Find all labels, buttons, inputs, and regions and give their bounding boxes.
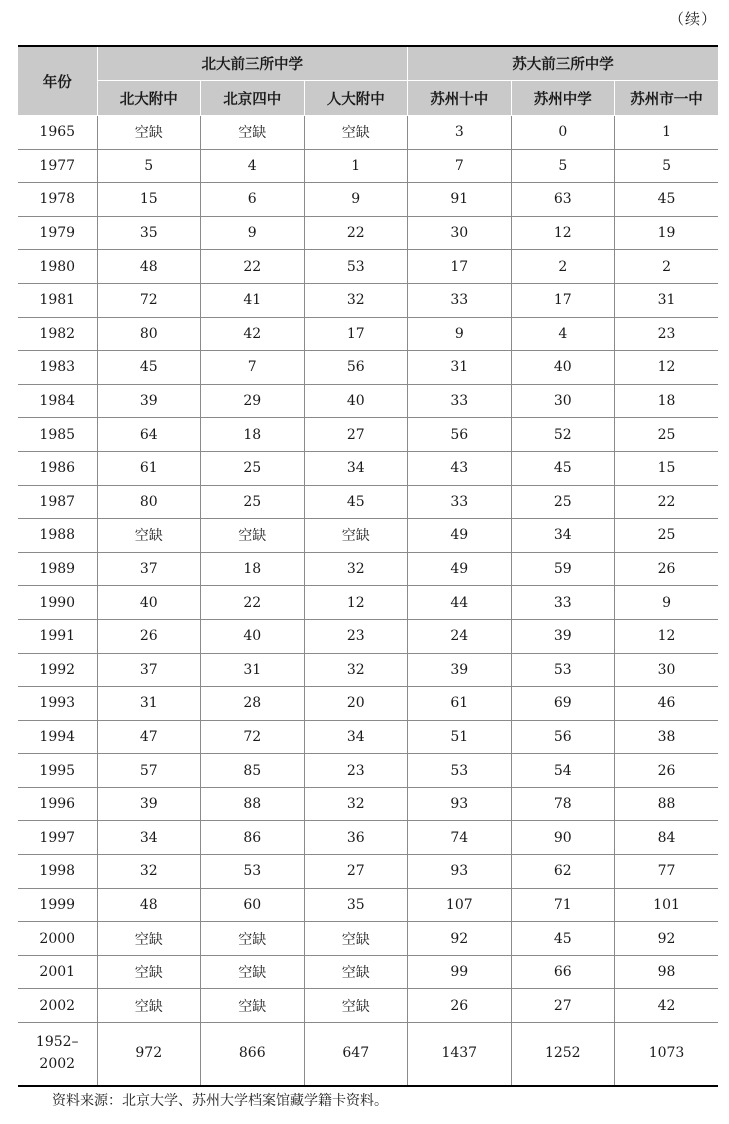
table-row [18, 989, 718, 1023]
value-cell: 2 [511, 250, 615, 284]
value-cell: 45 [97, 351, 201, 385]
value-cell: 15 [97, 183, 201, 217]
value-cell: 25 [511, 485, 615, 519]
value-cell: 52 [511, 418, 615, 452]
value-cell: 42 [615, 989, 719, 1023]
value-cell: 空缺 [97, 989, 201, 1023]
value-cell: 33 [408, 283, 512, 317]
value-cell: 45 [511, 922, 615, 956]
value-cell: 44 [408, 586, 512, 620]
year-cell: 1990 [18, 586, 97, 620]
year-cell: 1995 [18, 754, 97, 788]
table-row [18, 653, 718, 687]
value-cell: 84 [615, 821, 719, 855]
value-cell: 39 [97, 787, 201, 821]
school-header: 苏州市一中 [615, 81, 719, 116]
total-year-line2: 2002 [39, 1056, 76, 1073]
value-cell: 31 [615, 283, 719, 317]
value-cell: 35 [97, 216, 201, 250]
value-cell: 93 [408, 787, 512, 821]
value-cell: 80 [97, 485, 201, 519]
table-row [18, 384, 718, 418]
school-header: 北大附中 [97, 81, 201, 116]
value-cell: 12 [615, 619, 719, 653]
value-cell: 25 [201, 451, 305, 485]
value-cell: 2 [615, 250, 719, 284]
value-cell: 54 [511, 754, 615, 788]
year-cell: 1993 [18, 687, 97, 721]
total-cell: 972 [97, 1023, 201, 1087]
source-note: 资料来源：北京大学、苏州大学档案馆藏学籍卡资料。 [52, 1093, 388, 1109]
year-cell: 1986 [18, 451, 97, 485]
value-cell: 空缺 [201, 989, 305, 1023]
value-cell: 80 [97, 317, 201, 351]
value-cell: 空缺 [201, 922, 305, 956]
value-cell: 61 [408, 687, 512, 721]
value-cell: 53 [408, 754, 512, 788]
value-cell: 37 [97, 653, 201, 687]
year-cell: 1994 [18, 720, 97, 754]
table-row [18, 116, 718, 150]
year-cell: 1982 [18, 317, 97, 351]
table-row [18, 149, 718, 183]
table-row [18, 418, 718, 452]
value-cell: 32 [304, 653, 408, 687]
school-header: 北京四中 [201, 81, 305, 116]
value-cell: 34 [97, 821, 201, 855]
value-cell: 23 [304, 619, 408, 653]
year-cell: 1980 [18, 250, 97, 284]
table-row [18, 451, 718, 485]
value-cell: 43 [408, 451, 512, 485]
value-cell: 101 [615, 888, 719, 922]
continued-label: （续） [668, 10, 717, 28]
value-cell: 30 [511, 384, 615, 418]
value-cell: 空缺 [201, 116, 305, 150]
value-cell: 9 [615, 586, 719, 620]
value-cell: 26 [615, 552, 719, 586]
year-cell: 1981 [18, 283, 97, 317]
value-cell: 9 [408, 317, 512, 351]
year-cell: 2000 [18, 922, 97, 956]
year-cell: 1992 [18, 653, 97, 687]
value-cell: 1 [304, 149, 408, 183]
value-cell: 45 [511, 451, 615, 485]
table-row [18, 519, 718, 553]
table-row [18, 955, 718, 989]
value-cell: 18 [615, 384, 719, 418]
table-row [18, 821, 718, 855]
value-cell: 66 [511, 955, 615, 989]
value-cell: 46 [615, 687, 719, 721]
value-cell: 6 [201, 183, 305, 217]
year-cell: 1979 [18, 216, 97, 250]
value-cell: 20 [304, 687, 408, 721]
value-cell: 91 [408, 183, 512, 217]
value-cell: 72 [97, 283, 201, 317]
value-cell: 22 [615, 485, 719, 519]
value-cell: 31 [97, 687, 201, 721]
table-row [18, 183, 718, 217]
total-year-line1: 1952– [35, 1034, 79, 1051]
value-cell: 30 [408, 216, 512, 250]
value-cell: 69 [511, 687, 615, 721]
year-cell: 1998 [18, 855, 97, 889]
value-cell: 27 [304, 418, 408, 452]
value-cell: 74 [408, 821, 512, 855]
value-cell: 空缺 [97, 922, 201, 956]
value-cell: 18 [201, 552, 305, 586]
value-cell: 39 [511, 619, 615, 653]
year-column-header: 年份 [18, 46, 97, 116]
value-cell: 3 [408, 116, 512, 150]
value-cell: 33 [408, 485, 512, 519]
value-cell: 71 [511, 888, 615, 922]
value-cell: 56 [511, 720, 615, 754]
value-cell: 39 [97, 384, 201, 418]
enrollment-table [18, 45, 718, 1087]
beijing-group-header: 北大前三所中学 [97, 46, 408, 81]
suzhou-group-header: 苏大前三所中学 [408, 46, 719, 81]
value-cell: 24 [408, 619, 512, 653]
value-cell: 12 [304, 586, 408, 620]
value-cell: 5 [615, 149, 719, 183]
value-cell: 4 [511, 317, 615, 351]
table-row [18, 250, 718, 284]
value-cell: 35 [304, 888, 408, 922]
total-year-cell [18, 1023, 97, 1087]
value-cell: 32 [304, 787, 408, 821]
value-cell: 26 [615, 754, 719, 788]
table-row [18, 720, 718, 754]
year-cell: 2001 [18, 955, 97, 989]
value-cell: 5 [97, 149, 201, 183]
value-cell: 98 [615, 955, 719, 989]
table-row [18, 552, 718, 586]
year-cell: 1991 [18, 619, 97, 653]
value-cell: 61 [97, 451, 201, 485]
value-cell: 26 [408, 989, 512, 1023]
value-cell: 31 [408, 351, 512, 385]
value-cell: 60 [201, 888, 305, 922]
value-cell: 40 [304, 384, 408, 418]
value-cell: 17 [408, 250, 512, 284]
year-cell: 1984 [18, 384, 97, 418]
value-cell: 空缺 [304, 989, 408, 1023]
table-row [18, 485, 718, 519]
value-cell: 空缺 [304, 955, 408, 989]
table-row [18, 283, 718, 317]
table-row [18, 888, 718, 922]
year-cell: 1996 [18, 787, 97, 821]
table-row [18, 855, 718, 889]
value-cell: 90 [511, 821, 615, 855]
year-cell: 1989 [18, 552, 97, 586]
value-cell: 7 [408, 149, 512, 183]
value-cell: 88 [201, 787, 305, 821]
value-cell: 12 [615, 351, 719, 385]
value-cell: 53 [511, 653, 615, 687]
value-cell: 28 [201, 687, 305, 721]
year-cell: 1965 [18, 116, 97, 150]
value-cell: 107 [408, 888, 512, 922]
value-cell: 36 [304, 821, 408, 855]
table-row [18, 317, 718, 351]
school-header: 苏州中学 [511, 81, 615, 116]
year-cell: 2002 [18, 989, 97, 1023]
table-row [18, 216, 718, 250]
value-cell: 22 [201, 250, 305, 284]
total-row [18, 1023, 718, 1087]
value-cell: 40 [201, 619, 305, 653]
value-cell: 49 [408, 519, 512, 553]
value-cell: 93 [408, 855, 512, 889]
value-cell: 47 [97, 720, 201, 754]
value-cell: 9 [304, 183, 408, 217]
value-cell: 空缺 [201, 519, 305, 553]
value-cell: 40 [511, 351, 615, 385]
value-cell: 25 [615, 519, 719, 553]
table-row [18, 619, 718, 653]
value-cell: 34 [511, 519, 615, 553]
value-cell: 49 [408, 552, 512, 586]
value-cell: 56 [304, 351, 408, 385]
value-cell: 88 [615, 787, 719, 821]
table-row [18, 586, 718, 620]
value-cell: 空缺 [304, 922, 408, 956]
table-row [18, 787, 718, 821]
year-cell: 1999 [18, 888, 97, 922]
value-cell: 4 [201, 149, 305, 183]
value-cell: 5 [511, 149, 615, 183]
value-cell: 0 [511, 116, 615, 150]
value-cell: 27 [511, 989, 615, 1023]
value-cell: 34 [304, 720, 408, 754]
value-cell: 15 [615, 451, 719, 485]
value-cell: 9 [201, 216, 305, 250]
value-cell: 57 [97, 754, 201, 788]
value-cell: 64 [97, 418, 201, 452]
year-cell: 1987 [18, 485, 97, 519]
value-cell: 40 [97, 586, 201, 620]
value-cell: 59 [511, 552, 615, 586]
value-cell: 17 [511, 283, 615, 317]
value-cell: 25 [615, 418, 719, 452]
value-cell: 48 [97, 888, 201, 922]
value-cell: 92 [408, 922, 512, 956]
value-cell: 1 [615, 116, 719, 150]
value-cell: 空缺 [304, 116, 408, 150]
table-row [18, 754, 718, 788]
value-cell: 63 [511, 183, 615, 217]
value-cell: 41 [201, 283, 305, 317]
value-cell: 19 [615, 216, 719, 250]
year-cell: 1977 [18, 149, 97, 183]
value-cell: 78 [511, 787, 615, 821]
table-row [18, 922, 718, 956]
table-row [18, 687, 718, 721]
total-cell: 866 [201, 1023, 305, 1087]
value-cell: 空缺 [97, 955, 201, 989]
value-cell: 18 [201, 418, 305, 452]
value-cell: 85 [201, 754, 305, 788]
value-cell: 空缺 [97, 519, 201, 553]
value-cell: 27 [304, 855, 408, 889]
value-cell: 48 [97, 250, 201, 284]
value-cell: 34 [304, 451, 408, 485]
value-cell: 62 [511, 855, 615, 889]
value-cell: 7 [201, 351, 305, 385]
school-header: 苏州十中 [408, 81, 512, 116]
total-cell: 647 [304, 1023, 408, 1087]
year-cell: 1983 [18, 351, 97, 385]
total-cell: 1252 [511, 1023, 615, 1087]
school-header: 人大附中 [304, 81, 408, 116]
value-cell: 22 [201, 586, 305, 620]
year-cell: 1988 [18, 519, 97, 553]
value-cell: 空缺 [97, 116, 201, 150]
table-body [18, 116, 718, 1087]
value-cell: 32 [304, 283, 408, 317]
value-cell: 23 [304, 754, 408, 788]
value-cell: 空缺 [201, 955, 305, 989]
total-cell: 1073 [615, 1023, 719, 1087]
value-cell: 37 [97, 552, 201, 586]
value-cell: 29 [201, 384, 305, 418]
value-cell: 53 [304, 250, 408, 284]
value-cell: 26 [97, 619, 201, 653]
value-cell: 22 [304, 216, 408, 250]
year-cell: 1985 [18, 418, 97, 452]
value-cell: 39 [408, 653, 512, 687]
value-cell: 32 [304, 552, 408, 586]
year-cell: 1997 [18, 821, 97, 855]
year-cell: 1978 [18, 183, 97, 217]
value-cell: 53 [201, 855, 305, 889]
value-cell: 33 [511, 586, 615, 620]
value-cell: 31 [201, 653, 305, 687]
value-cell: 空缺 [304, 519, 408, 553]
value-cell: 72 [201, 720, 305, 754]
value-cell: 42 [201, 317, 305, 351]
value-cell: 32 [97, 855, 201, 889]
value-cell: 77 [615, 855, 719, 889]
value-cell: 86 [201, 821, 305, 855]
value-cell: 45 [615, 183, 719, 217]
value-cell: 99 [408, 955, 512, 989]
value-cell: 33 [408, 384, 512, 418]
value-cell: 25 [201, 485, 305, 519]
value-cell: 56 [408, 418, 512, 452]
value-cell: 23 [615, 317, 719, 351]
value-cell: 17 [304, 317, 408, 351]
value-cell: 30 [615, 653, 719, 687]
table-row [18, 351, 718, 385]
value-cell: 12 [511, 216, 615, 250]
value-cell: 45 [304, 485, 408, 519]
value-cell: 92 [615, 922, 719, 956]
total-cell: 1437 [408, 1023, 512, 1087]
value-cell: 38 [615, 720, 719, 754]
value-cell: 51 [408, 720, 512, 754]
